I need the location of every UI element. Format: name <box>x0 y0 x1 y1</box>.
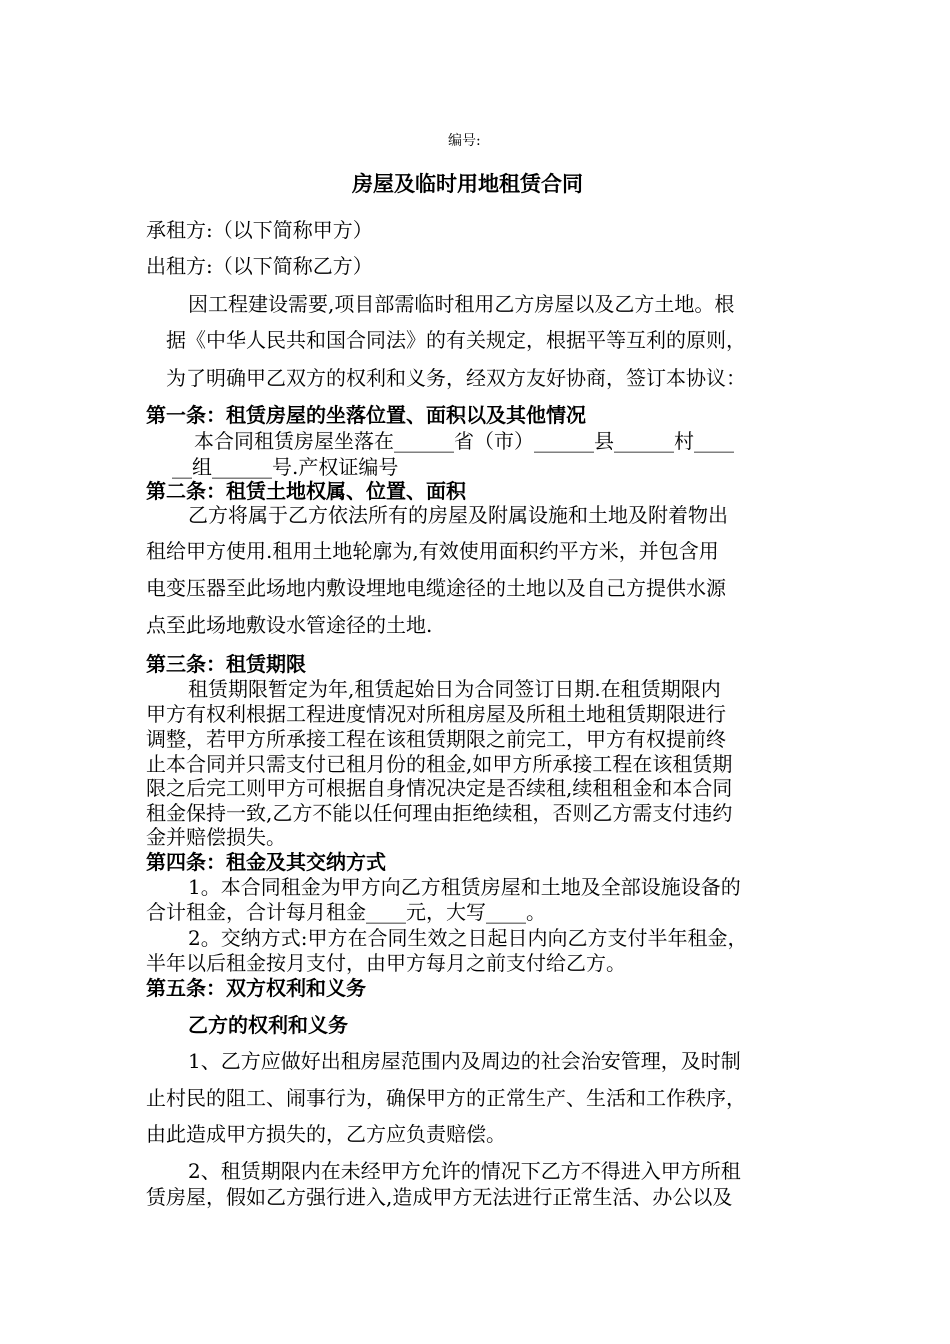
article-4-line: 2。交纳方式:甲方在合同生效之日起日内向乙方支付半年租金， <box>188 926 748 950</box>
article-4-line: 1。本合同租金为甲方向乙方租赁房屋和土地及全部设施设备的 <box>188 875 741 899</box>
contract-title: 房屋及临时用地租赁合同 <box>352 172 583 196</box>
article-1-line: 本合同租赁房屋坐落在______省（市）______县______村____ <box>194 429 734 453</box>
article-3-heading: 第三条：租赁期限 <box>146 652 306 676</box>
article-5-heading: 第五条：双方权利和义务 <box>146 976 366 1000</box>
article-5-subheading: 乙方的权利和义务 <box>188 1013 348 1037</box>
article-2-line: 乙方将属于乙方依法所有的房屋及附属设施和土地及附着物出 <box>188 503 728 527</box>
article-2-line: 电变压器至此场地内敷设埋地电缆途径的土地以及自己方提供水源 <box>146 576 726 600</box>
article-4-heading: 第四条：租金及其交纳方式 <box>146 850 386 874</box>
intro-line: 据《中华人民共和国合同法》的有关规定，根据平等互利的原则， <box>166 328 746 352</box>
article-4-line: 半年以后租金按月支付，由甲方每月之前支付给乙方。 <box>146 951 626 975</box>
article-5-line: 2、租赁期限内在未经甲方允许的情况下乙方不得进入甲方所租 <box>188 1159 741 1183</box>
article-2-heading: 第二条：租赁土地权属、位置、面积 <box>146 479 466 503</box>
article-5-line: 1、乙方应做好出租房屋范围内及周边的社会治安管理，及时制 <box>188 1049 741 1073</box>
article-1-heading: 第一条：租赁房屋的坐落位置、面积以及其他情况 <box>146 403 586 427</box>
article-4-line: 合计租金，合计每月租金____元，大写____。 <box>146 900 546 924</box>
article-3-line: 限之后完工则甲方可根据自身情况决定是否续租,续租租金和本合同 <box>146 776 733 800</box>
serial-number-label: 编号: <box>448 133 481 149</box>
article-1-line: __组______号.产权证编号 <box>172 455 399 479</box>
article-3-line: 金并赔偿损失。 <box>146 825 286 849</box>
article-3-line: 止本合同并只需支付已租月份的租金,如甲方所承接工程在该租赁期 <box>146 752 733 776</box>
party-b-line: 出租方:（以下简称乙方） <box>146 254 373 278</box>
article-3-line: 调整，若甲方所承接工程在该租赁期限之前完工，甲方有权提前终 <box>146 727 726 751</box>
article-5-line: 赁房屋，假如乙方强行进入,造成甲方无法进行正常生活、办公以及 <box>146 1185 733 1209</box>
intro-line: 因工程建设需要,项目部需临时租用乙方房屋以及乙方土地。根 <box>188 292 735 316</box>
party-a-line: 承租方:（以下简称甲方） <box>146 218 373 242</box>
article-3-line: 租金保持一致,乙方不能以任何理由拒绝续租，否则乙方需支付违约 <box>146 801 733 825</box>
article-3-line: 租赁期限暂定为年,租赁起始日为合同签订日期.在租赁期限内 <box>188 677 721 701</box>
article-2-line: 租给甲方使用.租用土地轮廓为,有效使用面积约平方米，并包含用 <box>146 539 719 563</box>
intro-line: 为了明确甲乙双方的权利和义务，经双方友好协商，签订本协议： <box>166 366 746 390</box>
article-5-line: 止村民的阻工、闹事行为，确保甲方的正常生产、生活和工作秩序， <box>146 1086 746 1110</box>
article-2-line: 点至此场地敷设水管途径的土地. <box>146 613 433 637</box>
article-5-line: 由此造成甲方损失的，乙方应负责赔偿。 <box>146 1122 506 1146</box>
article-3-line: 甲方有权利根据工程进度情况对所租房屋及所租土地租赁期限进行 <box>146 702 726 726</box>
